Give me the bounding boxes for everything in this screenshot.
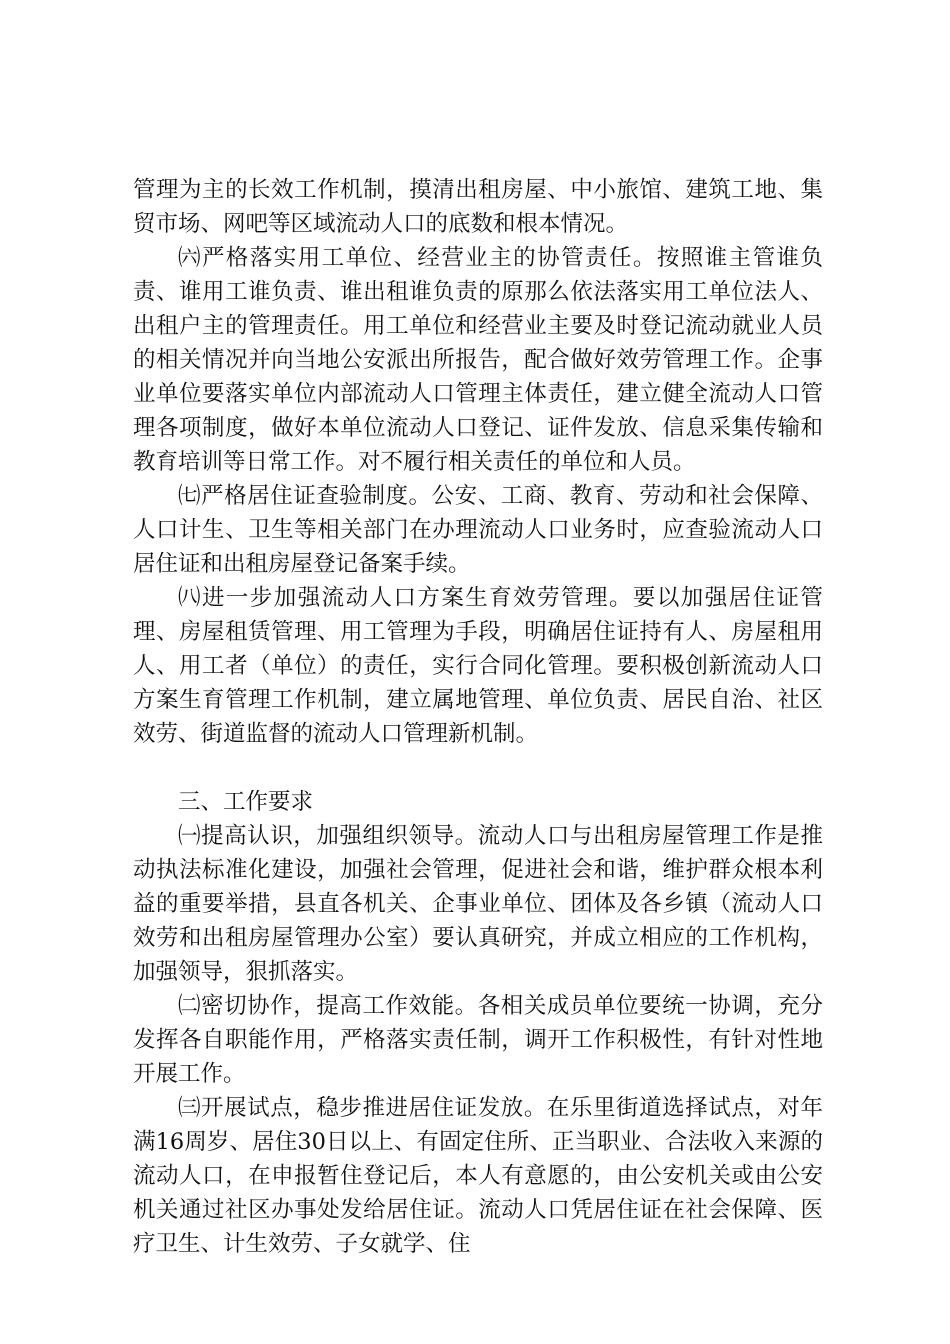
document-page (133, 173, 823, 1261)
paragraph-work-mechanism: 管理为主的长效工作机制，摸清出租房屋、中小旅馆、建筑工地、集贸市场、网吧等区域流动人口的底数和根本情况。 (133, 177, 823, 237)
paragraph-item-3-pilot-program: ㈢开展试点，稳步推进居住证发放。在乐里街道选择试点，对年满16周岁、居住30日以上、有固定住所、正当职业、合法收入来源的流动人口，在申报暂住登记后，本人有意愿的，由公安机关或由公安机关通过社区办事处发给居住证。流动人口凭居住证在社会保障、医疗卫生、计生效劳、子女就学、住 (133, 1095, 823, 1257)
paragraph-item-2-cooperation: ㈡密切协作，提高工作效能。各相关成员单位要统一协调，充分发挥各自职能作用，严格落实责任制，调开工作积极性，有针对性地开展工作。 (133, 993, 823, 1087)
paragraph-item-7-residence-permit-check: ㈦严格居住证查验制度。公安、工商、教育、劳动和社会保障、人口计生、卫生等相关部门在办理流动人口业务时，应查验流动人口居住证和出租房屋登记备案手续。 (133, 483, 823, 577)
paragraph-item-8-family-planning: ㈧进一步加强流动人口方案生育效劳管理。要以加强居住证管理、房屋租赁管理、用工管理为手段，明确居住证持有人、房屋租用人、用工者（单位）的责任，实行合同化管理。要积极创新流动人口方案生育管理工作机制，建立属地管理、单位负责、居民自治、社区效劳、街道监督的流动人口管理新机制。 (133, 585, 823, 747)
paragraph-item-1-leadership: ㈠提高认识，加强组织领导。流动人口与出租房屋管理工作是推动执法标准化建设，加强社会管理，促进社会和谐，维护群众根本利益的重要举措，县直各机关、企事业单位、团体及各乡镇（流动人口效劳和出租房屋管理办公室）要认真研究，并成立相应的工作机构，加强领导，狠抓落实。 (133, 823, 823, 985)
section-heading-work-requirements: 三、工作要求 (178, 789, 314, 815)
paragraph-item-6-employer-responsibility: ㈥严格落实用工单位、经营业主的协管责任。按照谁主管谁负责、谁用工谁负责、谁出租谁负责的原那么依法落实用工单位法人、出租户主的管理责任。用工单位和经营业主要及时登记流动就业人员的相关情况并向当地公安派出所报告，配合做好效劳管理工作。企事业单位要落实单位内部流动人口管理主体责任，建立健全流动人口管理各项制度，做好本单位流动人口登记、证件发放、信息采集传输和教育培训等日常工作。对不履行相关责任的单位和人员。 (133, 245, 823, 475)
